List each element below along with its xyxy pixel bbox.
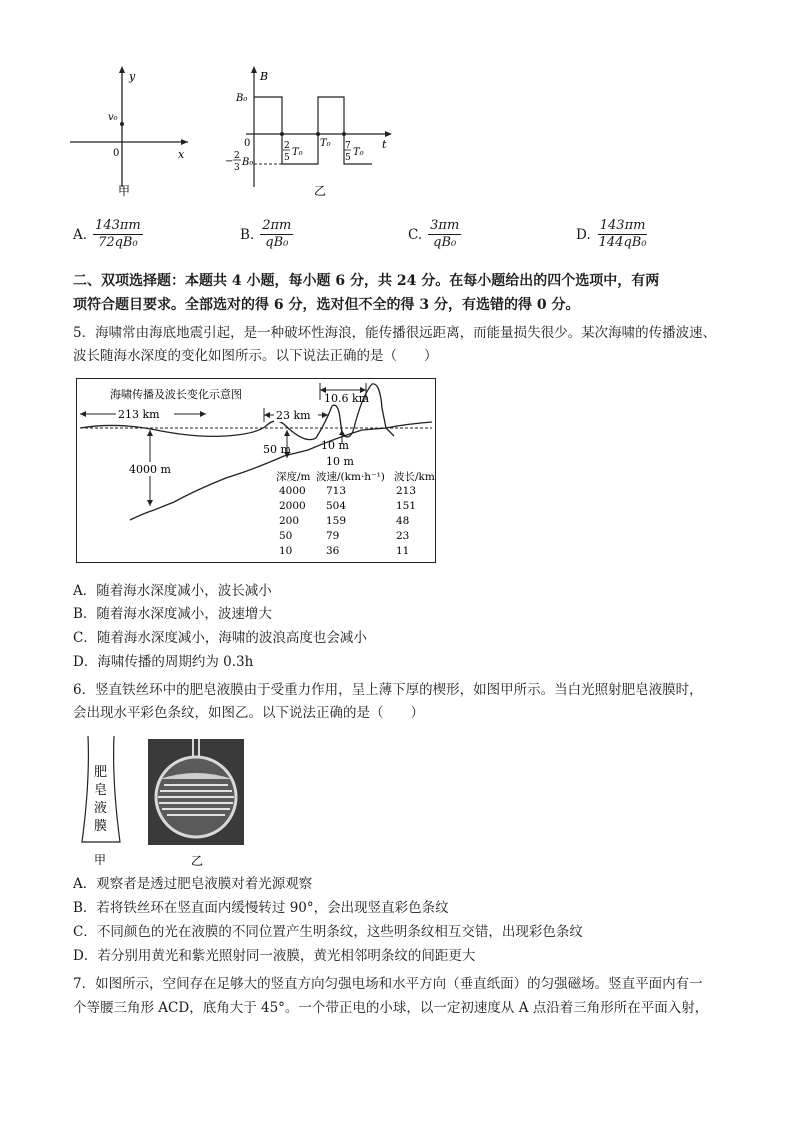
- q5-cell-wavelength: 213: [396, 485, 417, 497]
- figure-yi: [222, 62, 402, 202]
- yi-neg-num: 2: [234, 151, 240, 161]
- q7-stem-line1: 7．如图所示，空间存在足够大的竖直方向匀强电场和水平方向（垂直纸面）的匀强磁场。竖直平面内有一: [73, 976, 703, 992]
- q4-option-b-fraction: [260, 218, 293, 251]
- q5-depth-10-b: 10 m: [326, 455, 354, 468]
- q6-figure-jia: [72, 732, 132, 870]
- q6-jia-caption: 甲: [94, 853, 107, 867]
- q5-dist-10-6: 10.6 km: [324, 392, 370, 405]
- q4-option-c-fraction: [428, 218, 461, 251]
- q5-depth-10-a: 10 m: [321, 439, 349, 452]
- q5-option-c[interactable]: C．随着海水深度减小，海啸的波浪高度也会减小: [73, 630, 367, 646]
- yi-t1-sym: T₀: [292, 147, 303, 158]
- q4-option-c-num: 3πm: [430, 218, 460, 233]
- jia-x-label: x: [178, 148, 185, 161]
- yi-t2-num: 7: [345, 141, 351, 151]
- q6-option-d[interactable]: D．若分别用黄光和紫光照射同一液膜，黄光相邻明条纹的间距更大: [73, 948, 476, 964]
- q5-cell-wavelength: 11: [396, 545, 410, 557]
- q4-option-b-den: qB₀: [265, 235, 289, 250]
- yi-t2-den: 5: [345, 153, 351, 163]
- q5-table-header-depth: 深度/m: [276, 471, 311, 483]
- q6-option-b[interactable]: B．若将铁丝环在竖直面内缓慢转过 90°，会出现竖直彩色条纹: [73, 900, 449, 916]
- q5-cell-speed: 36: [326, 545, 340, 557]
- yi-neg: −: [225, 156, 234, 167]
- q4-option-c-den: qB₀: [433, 235, 457, 250]
- q6-yi-caption: 乙: [191, 854, 204, 868]
- q5-cell-speed: 504: [326, 500, 347, 512]
- yi-origin: 0: [244, 138, 251, 149]
- q5-depth-50: 50 m: [263, 443, 291, 456]
- q6-stem-line2: 会出现水平彩色条纹，如图乙。以下说法正确的是（ ）: [73, 705, 424, 721]
- q5-cell-depth: 10: [279, 545, 293, 557]
- q4-option-b-num: 2πm: [262, 218, 292, 233]
- q5-option-b[interactable]: B．随着海水深度减小，波速增大: [73, 606, 272, 622]
- figure-jia: [70, 62, 200, 202]
- q5-dist-213: 213 km: [118, 408, 160, 421]
- q4-option-a-fraction: [93, 218, 143, 251]
- q6-film-char-2: 皂: [94, 783, 108, 798]
- yi-neg-B0: B₀: [242, 157, 254, 168]
- q5-cell-wavelength: 48: [396, 515, 410, 527]
- q4-option-d[interactable]: [576, 218, 649, 251]
- yi-t1-den: 5: [284, 153, 290, 163]
- q5-cell-depth: 200: [279, 515, 300, 527]
- yi-neg-den: 3: [234, 163, 240, 173]
- q5-option-d[interactable]: D．海啸传播的周期约为 0.3h: [73, 654, 254, 670]
- yi-T0-label: T₀: [320, 138, 331, 149]
- q5-cell-depth: 50: [279, 530, 293, 542]
- q6-film-char-3: 液: [94, 801, 108, 816]
- q5-option-a[interactable]: A．随着海水深度减小，波长减小: [73, 583, 272, 599]
- q5-tsunami-figure: [76, 378, 436, 563]
- q6-figure-yi: [148, 739, 244, 870]
- q5-cell-wavelength: 23: [396, 530, 410, 542]
- q4-option-d-num: 143πm: [599, 218, 646, 233]
- jia-caption: 甲: [118, 184, 131, 198]
- q4-option-c[interactable]: [408, 218, 461, 251]
- q5-stem-line2: 波长随海水深度的变化如图所示。以下说法正确的是（ ）: [73, 348, 438, 364]
- q4-option-b[interactable]: [240, 218, 293, 251]
- section2-heading-line2: 项符合题目要求。全部选对的得 6 分，选对但不全的得 3 分，有选错的得 0 分。: [73, 297, 580, 313]
- q5-table-header-wavelength: 波长/km: [394, 471, 435, 483]
- q4-option-a[interactable]: [73, 218, 143, 251]
- q4-option-d-letter: D.: [576, 226, 591, 243]
- q6-option-a[interactable]: A．观察者是透过肥皂液膜对着光源观察: [73, 876, 313, 892]
- q5-cell-speed: 159: [326, 515, 347, 527]
- q7-stem-line2: 个等腰三角形 ACD，底角大于 45°。一个带正电的小球，以一定初速度从 A 点沿着三角形所在平面入射，: [73, 1000, 709, 1016]
- jia-y-label: y: [129, 70, 136, 83]
- yi-t1-num: 2: [284, 141, 290, 151]
- q4-option-a-den: 72qB₀: [98, 235, 138, 250]
- jia-v0-label: v₀: [108, 112, 118, 123]
- yi-B-label: B: [260, 70, 269, 83]
- section2-heading-line1: 二、双项选择题：本题共 4 小题，每小题 6 分，共 24 分。在每小题给出的四个选项中，有两: [73, 273, 660, 289]
- q5-cell-depth: 4000: [279, 485, 306, 497]
- q5-cell-speed: 713: [326, 485, 347, 497]
- yi-t-label: t: [382, 138, 387, 151]
- q5-table-header-speed: 波速/(km·h⁻¹): [316, 471, 385, 483]
- q6-film-char-1: 肥: [94, 765, 108, 780]
- yi-caption: 乙: [314, 184, 327, 198]
- q4-option-c-letter: C.: [408, 226, 423, 243]
- q5-depth-4000: 4000 m: [129, 463, 171, 476]
- q4-option-a-num: 143πm: [95, 218, 141, 233]
- q4-option-d-den: 144qB₀: [598, 235, 647, 250]
- q5-cell-depth: 2000: [279, 500, 306, 512]
- yi-B0-label: B₀: [236, 93, 248, 104]
- jia-origin: 0: [113, 148, 120, 159]
- q5-dist-23: 23 km: [276, 409, 311, 422]
- q6-film-char-4: 膜: [94, 819, 108, 834]
- q6-stem-line1: 6．竖直铁丝环中的肥皂液膜由于受重力作用，呈上薄下厚的楔形，如图甲所示。当白光照射肥皂液膜时，: [73, 682, 703, 698]
- q5-stem-line1: 5．海啸常由海底地震引起，是一种破坏性海浪，能传播很远距离，而能量损失很少。某次海啸的传播波速、: [73, 325, 717, 341]
- q4-option-a-letter: A.: [73, 226, 88, 243]
- q5-cell-wavelength: 151: [396, 500, 417, 512]
- q6-option-c[interactable]: C．不同颜色的光在液膜的不同位置产生明条纹，这些明条纹相互交错，出现彩色条纹: [73, 924, 583, 940]
- yi-t2-sym: T₀: [353, 147, 364, 158]
- q4-option-b-letter: B.: [240, 226, 255, 243]
- q4-option-d-fraction: [597, 218, 649, 251]
- q5-figure-title: 海啸传播及波长变化示意图: [110, 388, 242, 401]
- q5-cell-speed: 79: [326, 530, 340, 542]
